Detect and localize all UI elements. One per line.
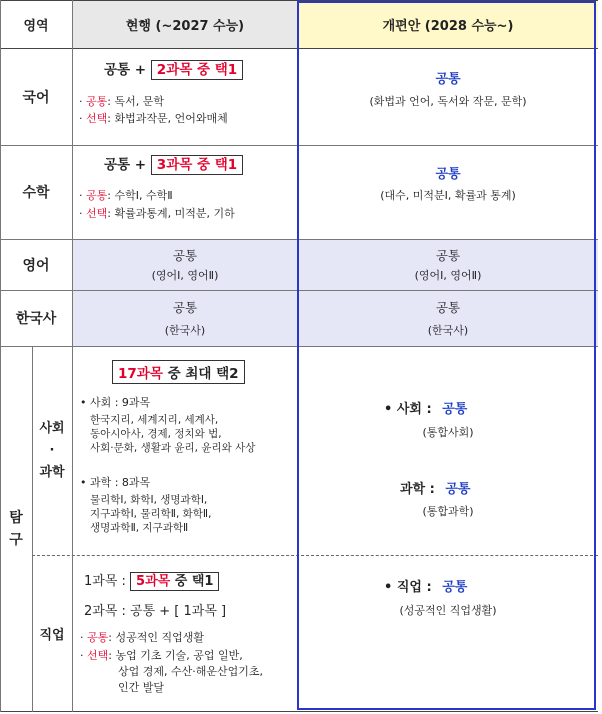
- science-line: 지구과학Ⅰ, 물리학Ⅱ, 화학Ⅱ,: [90, 508, 212, 520]
- social-line: 사회·문화, 생활과 윤리, 윤리와 사상: [90, 442, 256, 454]
- new-science-label: 과학 :: [400, 482, 435, 497]
- math-cur-box: 3과목 중 택1: [151, 155, 243, 175]
- subject-math: 수학: [22, 185, 50, 201]
- inquiry-char-1: 탐: [9, 509, 23, 526]
- voc-common-line: · 공통: 성공적인 직업생활: [80, 631, 204, 644]
- korean-choice-text: : 화법과작문, 언어와매체: [107, 112, 228, 125]
- voc-choice-line-2: 상업 경제, 수산·해운산업기초,: [118, 665, 263, 678]
- socsci-box-count: 17과목: [118, 366, 163, 382]
- science-line: 물리학Ⅰ, 화학Ⅰ, 생명과학Ⅰ,: [90, 494, 208, 506]
- science-line: 생명과학Ⅱ, 지구과학Ⅱ: [90, 522, 189, 534]
- history-cur-sub: (한국사): [164, 324, 206, 337]
- social-list: [90, 413, 255, 455]
- korean-cur-prefix: 공통 +: [104, 62, 147, 78]
- new-voc-label: • 직업 :: [384, 580, 432, 595]
- new-science-common: 공통: [445, 482, 471, 497]
- voc-line1-prefix: 1과목 :: [84, 574, 126, 589]
- subject-english: 영어: [22, 257, 50, 274]
- voc-common-text: : 성공적인 직업생활: [108, 631, 204, 644]
- english-new-title: 공통: [435, 248, 461, 263]
- korean-cur-box: 2과목 중 택1: [151, 60, 243, 80]
- math-common-text: : 수학Ⅰ, 수학Ⅱ: [107, 189, 173, 202]
- math-choice-text: : 확률과통계, 미적분, 기하: [107, 207, 235, 220]
- english-cur-title: 공통: [172, 248, 198, 263]
- voc-line-2: 2과목 : 공통 + [ 1과목 ]: [84, 604, 227, 619]
- socsci-label-1: 사회: [39, 420, 65, 436]
- new-social-line: [384, 398, 467, 417]
- science-list: [90, 493, 211, 535]
- korean-common-text: : 독서, 문학: [107, 95, 164, 108]
- new-social-label: • 사회 :: [384, 402, 432, 417]
- math-current-structure: [104, 153, 243, 173]
- voc-line-1: [84, 570, 219, 589]
- subject-korean: 국어: [22, 89, 50, 106]
- math-choice-label: 선택: [86, 207, 108, 220]
- new-voc-common: 공통: [442, 580, 468, 595]
- socsci-box-rule: 중 최대 택2: [167, 366, 239, 382]
- voc-choice-label: 선택: [87, 649, 109, 662]
- english-new-sub: (영어Ⅰ, 영어Ⅱ): [414, 269, 482, 282]
- new-social-sub: (통합사회): [422, 426, 474, 439]
- history-cur-title: 공통: [172, 300, 198, 315]
- new-science-sub: (통합과학): [422, 505, 474, 518]
- voc-selection-box: [130, 572, 219, 591]
- social-line: 동아시아사, 경제, 정치와 법,: [90, 428, 222, 440]
- subject-social-science: [32, 346, 72, 555]
- math-choice-line: · 선택: 확률과통계, 미적분, 기하: [79, 207, 235, 220]
- math-new-title: 공통: [435, 167, 461, 182]
- science-head: • 과학 : 8과목: [80, 476, 151, 489]
- voc-common-label: 공통: [87, 631, 109, 644]
- subject-history: 한국사: [15, 311, 57, 327]
- math-cur-prefix: 공통 +: [104, 157, 147, 173]
- korean-choice-line: · 선택: 화법과작문, 언어와매체: [79, 112, 228, 125]
- socsci-dot: ·: [49, 442, 55, 458]
- math-common-line: · 공통: 수학Ⅰ, 수학Ⅱ: [79, 189, 173, 202]
- math-new-sub: (대수, 미적분Ⅰ, 확률과 통계): [380, 189, 516, 202]
- socsci-label-2: 과학: [39, 464, 65, 480]
- social-line: 한국지리, 세계지리, 세계사,: [90, 414, 219, 426]
- korean-common-label: 공통: [86, 95, 108, 108]
- header-current: 현행 (~2027 수능): [125, 18, 245, 34]
- new-social-common: 공통: [442, 402, 468, 417]
- subject-inquiry: [0, 346, 32, 711]
- new-voc-line: [384, 576, 467, 595]
- grid-line: [72, 0, 73, 712]
- history-new-sub: (한국사): [427, 324, 469, 337]
- socsci-selection-box: [112, 360, 245, 384]
- korean-new-sub: (화법과 언어, 독서와 작문, 문학): [369, 95, 527, 108]
- subject-vocational: 직업: [39, 627, 65, 643]
- english-cur-sub: (영어Ⅰ, 영어Ⅱ): [151, 269, 219, 282]
- history-new-title: 공통: [435, 300, 461, 315]
- new-science-line: [400, 478, 471, 497]
- header-reform: 개편안 (2028 수능~): [382, 18, 514, 34]
- voc-choice-text: : 농업 기초 기술, 공업 일반,: [108, 649, 243, 662]
- inquiry-char-2: 구: [9, 531, 23, 548]
- voc-choice-line: · 선택: 농업 기초 기술, 공업 일반,: [80, 649, 243, 662]
- header-area: 영역: [23, 18, 49, 34]
- grid-line: [0, 711, 598, 712]
- voc-box-rule: 중 택1: [174, 574, 214, 589]
- math-common-label: 공통: [86, 189, 108, 202]
- social-head: • 사회 : 9과목: [80, 396, 151, 409]
- korean-common-line: · 공통: 독서, 문학: [79, 95, 164, 108]
- new-voc-sub: (성공적인 직업생활): [399, 604, 497, 617]
- voc-choice-line-3: 인간 발달: [118, 681, 165, 694]
- korean-new-title: 공통: [435, 72, 461, 87]
- voc-box-count: 5과목: [136, 574, 171, 589]
- korean-choice-label: 선택: [86, 112, 108, 125]
- korean-current-structure: [104, 58, 243, 78]
